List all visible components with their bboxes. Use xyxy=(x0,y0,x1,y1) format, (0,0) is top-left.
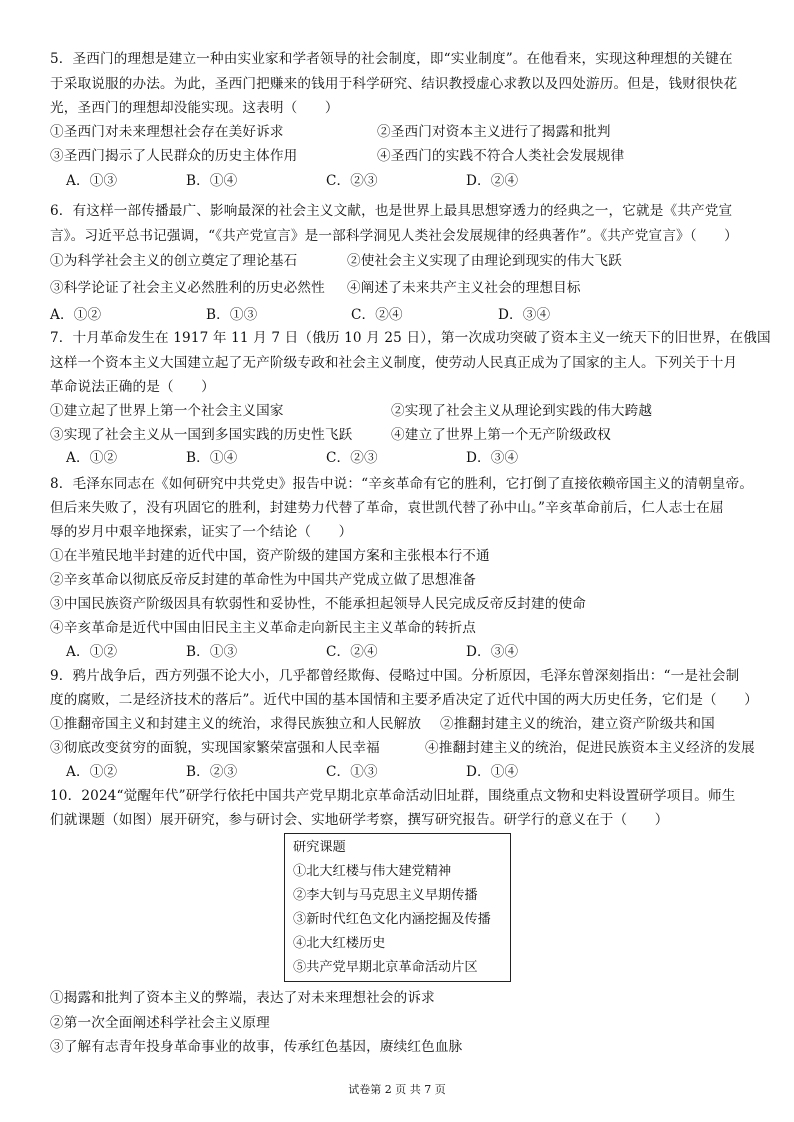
q9-option-d: D．①④ xyxy=(466,764,519,780)
q10-stem-line2: 们就课题（如图）展开研究，参与研讨会、实地研学考察，撰写研究报告。研学行的意义在于（ ） xyxy=(50,812,669,828)
q7-statement-3: ③实现了社会主义从一国到多国实践的历史性飞跃 xyxy=(50,427,353,443)
q10-statement-2: ②第一次全面阐述科学社会主义原理 xyxy=(50,1015,270,1031)
q9-stem-line2: 度的腐败，二是经济技术的落后”。近代中国的基本国情和主要矛盾决定了近代中国的两大历史任务，它们是（ ） xyxy=(50,692,759,708)
q7-statement-2: ②实现了社会主义从理论到实践的伟大跨越 xyxy=(391,403,653,419)
q6-stem-line2: 言》。习近平总书记强调，“《共产党宣言》是一部科学洞见人类社会发展规律的经典著作”。《共产党宣言》（ ） xyxy=(50,228,738,244)
q5-option-d: D．②④ xyxy=(466,173,519,189)
q9-statement-2: ②推翻封建主义的统治，建立资产阶级共和国 xyxy=(440,716,715,732)
q5-stem-line2: 于采取说服的办法。为此，圣西门把赚来的钱用于科学研究、结识教授虚心求教以及四处游历。但是，钱财很快花 xyxy=(50,76,738,92)
q5-statement-3: ③圣西门揭示了人民群众的历史主体作用 xyxy=(50,148,298,164)
q6-statement-1: ①为科学社会主义的创立奠定了理论基石 xyxy=(50,253,298,269)
q8-statement-4: ④辛亥革命是近代中国由旧民主主义革命走向新民主主义革命的转折点 xyxy=(50,620,477,636)
q5-stem-line3: 光，圣西门的理想却没能实现。这表明（ ） xyxy=(50,100,339,116)
q9-statement-4: ④推翻封建主义的统治，促进民族资本主义经济的发展 xyxy=(425,740,755,756)
q10-statement-1: ①揭露和批判了资本主义的弊端，表达了对未来理想社会的诉求 xyxy=(50,990,435,1006)
research-topics-box xyxy=(284,833,511,982)
q5-stem-line1: 5．圣西门的理想是建立一种由实业家和学者领导的社会制度，即“实业制度”。在他看来，实现这种理想的关键在 xyxy=(50,51,733,67)
q7-option-d: D．③④ xyxy=(466,450,519,466)
q7-stem-line1: 7．十月革命发生在 1917 年 11 月 7 日（俄历 10 月 25 日），第一次成功突破了资本主义一统天下的旧世界，在俄国 xyxy=(50,330,771,346)
page-footer: 试卷第 2 页 共 7 页 xyxy=(348,1083,446,1096)
q7-statement-1: ①建立起了世界上第一个社会主义国家 xyxy=(50,403,284,419)
q7-option-a: A．①② xyxy=(66,450,118,466)
q6-option-c: C．②④ xyxy=(351,307,403,323)
q8-statement-3: ③中国民族资产阶级因具有软弱性和妥协性，不能承担起领导人民完成反帝反封建的使命 xyxy=(50,596,587,612)
research-topic-item: ①北大红楼与伟大建党精神 xyxy=(293,864,452,879)
q7-option-c: C．②③ xyxy=(326,450,378,466)
research-topic-item: ⑤共产党早期北京革命活动片区 xyxy=(293,960,478,975)
q7-statement-4: ④建立了世界上第一个无产阶级政权 xyxy=(391,427,611,443)
q5-option-a: A．①③ xyxy=(66,173,118,189)
q9-option-a: A．①② xyxy=(66,764,118,780)
q6-statement-2: ②使社会主义实现了由理论到现实的伟大飞跃 xyxy=(347,253,622,269)
q8-option-c: C．②④ xyxy=(326,644,378,660)
q8-option-d: D．③④ xyxy=(466,644,519,660)
q9-stem-line1: 9．鸦片战争后，西方列强不论大小，几乎都曾经欺侮、侵略过中国。分析原因，毛泽东曾深刻指出：“一是社会制 xyxy=(50,668,740,684)
q8-stem-line1: 8．毛泽东同志在《如何研究中共党史》报告中说：“辛亥革命有它的胜利，它打倒了直接依赖帝国主义的清朝皇帝。 xyxy=(50,476,754,492)
q5-option-b: B．①④ xyxy=(186,173,238,189)
q6-option-a: A．①② xyxy=(50,307,102,323)
q7-option-b: B．①④ xyxy=(186,450,238,466)
q8-option-a: A．①② xyxy=(66,644,118,660)
q6-option-b: B．①③ xyxy=(206,307,258,323)
q6-statement-4: ④阐述了未来共产主义社会的理想目标 xyxy=(347,280,581,296)
q7-stem-line3: 革命说法正确的是（ ） xyxy=(50,379,215,395)
q6-stem-line1: 6．有这样一部传播最广、影响最深的社会主义文献，也是世界上最具思想穿透力的经典之一，它就是《共产党宣 xyxy=(50,203,733,219)
q9-statement-3: ③彻底改变贫穷的面貌，实现国家繁荣富强和人民幸福 xyxy=(50,740,380,756)
q6-statement-3: ③科学论证了社会主义必然胜利的历史必然性 xyxy=(50,280,325,296)
q9-option-b: B．②③ xyxy=(186,764,238,780)
research-topic-item: ②李大钊与马克思主义早期传播 xyxy=(293,888,478,903)
q5-statement-4: ④圣西门的实践不符合人类社会发展规律 xyxy=(377,148,625,164)
q8-statement-2: ②辛亥革命以彻底反帝反封建的革命性为中国共产党成立做了思想准备 xyxy=(50,572,477,588)
research-topics-title: 研究课题 xyxy=(293,840,346,855)
q9-option-c: C．①③ xyxy=(326,764,378,780)
q8-stem-line2: 但后来失败了，没有巩固它的胜利，封建势力代替了革命，袁世凯代替了孙中山。”辛亥革命前后，仁人志士在屈 xyxy=(50,500,724,516)
q7-stem-line2: 这样一个资本主义大国建立起了无产阶级专政和社会主义制度，使劳动人民真正成为了国家的主人。下列关于十月 xyxy=(50,355,738,371)
research-topic-item: ③新时代红色文化内涵挖掘及传播 xyxy=(293,912,491,927)
q5-option-c: C．②③ xyxy=(326,173,378,189)
research-topic-item: ④北大红楼历史 xyxy=(293,936,386,951)
q8-statement-1: ①在半殖民地半封建的近代中国，资产阶级的建国方案和主张根本行不通 xyxy=(50,548,490,564)
q8-stem-line3: 辱的岁月中艰辛地探索，证实了一个结论（ ） xyxy=(50,524,353,540)
q5-statement-2: ②圣西门对资本主义进行了揭露和批判 xyxy=(377,124,611,140)
q9-statement-1: ①推翻帝国主义和封建主义的统治，求得民族独立和人民解放 xyxy=(50,716,422,732)
q8-option-b: B．①③ xyxy=(186,644,238,660)
q10-statement-3: ③了解有志青年投身革命事业的故事，传承红色基因，赓续红色血脉 xyxy=(50,1039,463,1055)
q6-option-d: D．③④ xyxy=(498,307,551,323)
q10-stem-line1: 10．2024“觉醒年代”研学行依托中国共产党早期北京革命活动旧址群，围绕重点文物和史料设置研学项目。师生 xyxy=(50,788,736,804)
q5-statement-1: ①圣西门对未来理想社会存在美好诉求 xyxy=(50,124,284,140)
